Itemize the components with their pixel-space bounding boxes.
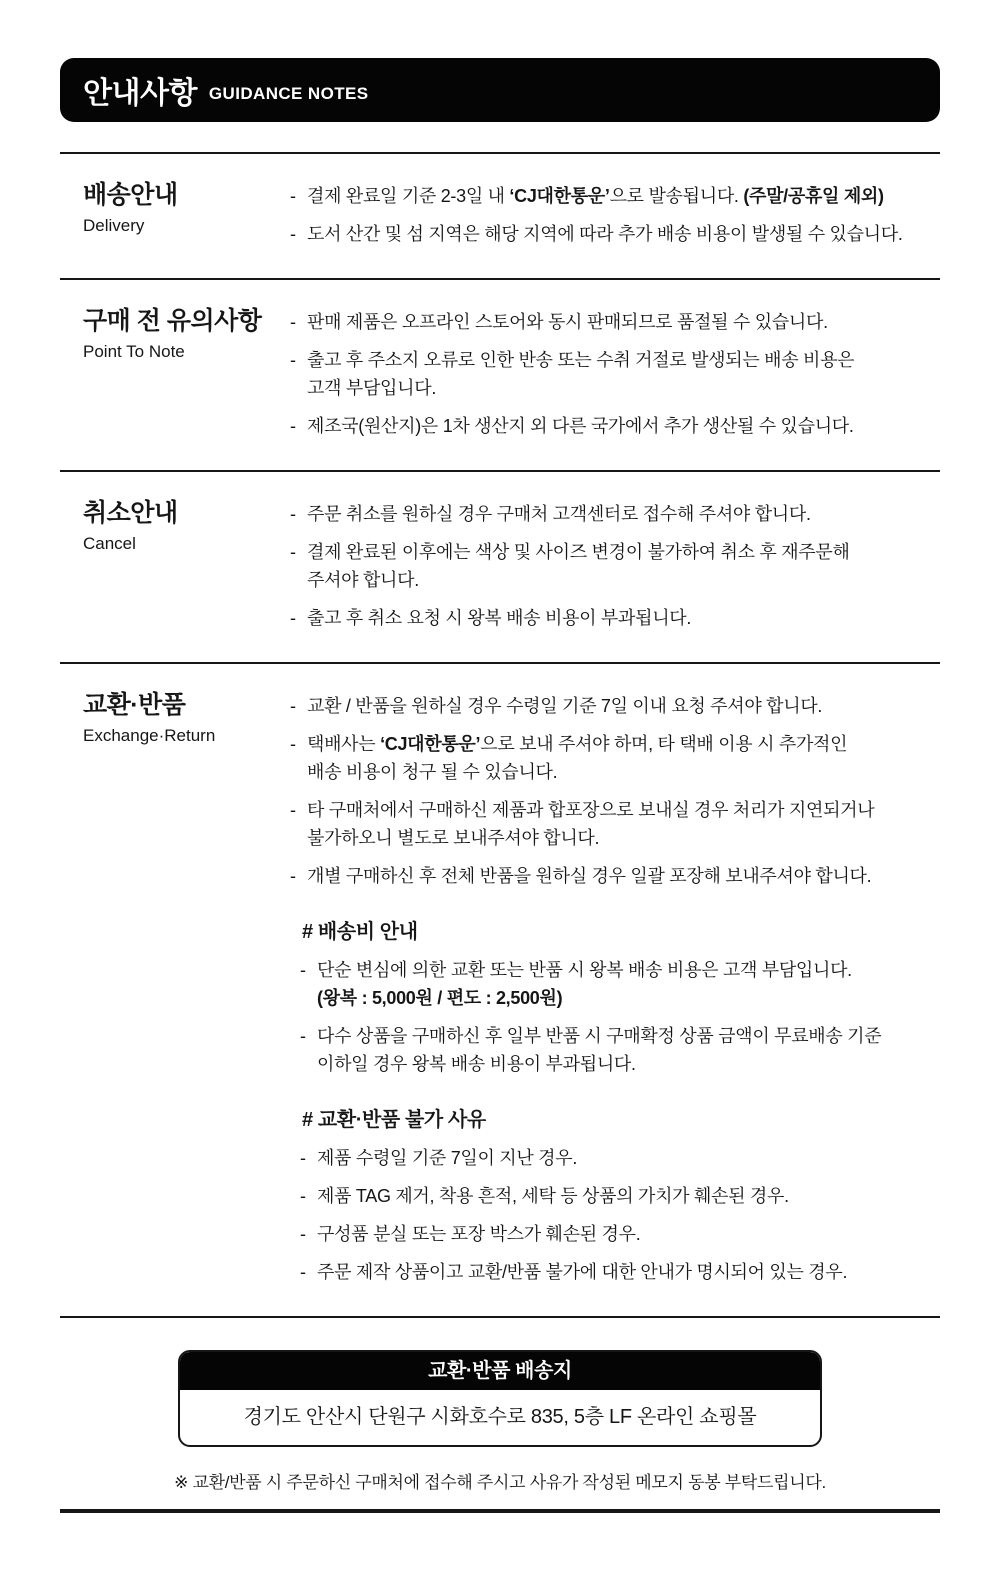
bullet-text	[307, 220, 940, 248]
bullet-segment: ‘CJ대한통운’	[509, 186, 610, 206]
section-title: 구매 전 유의사항	[83, 307, 262, 335]
bullet-segment: 개별 구매하신 후 전체 반품을 원하실 경우 일괄 포장해 보내주셔야 합니다.	[307, 866, 872, 886]
bullet-line	[317, 984, 940, 1012]
bullet-line	[307, 824, 940, 852]
bullet-segment: 교환 / 반품을 원하실 경우 수령일 기준 7일 이내 요청 주셔야 합니다.	[307, 696, 823, 716]
bullet-segment: 배송 비용이 청구 될 수 있습니다.	[307, 762, 558, 782]
bullet-dash: -	[300, 1224, 306, 1244]
sub-heading: # 배송비 안내	[302, 921, 418, 943]
bullet-dash: -	[290, 224, 296, 244]
bullet-text	[307, 796, 940, 852]
bullet-dash: -	[290, 312, 296, 332]
section-cancel-header	[60, 499, 290, 632]
bullet-text	[317, 1220, 940, 1248]
bullet-line	[307, 796, 940, 824]
bullet-line	[317, 1220, 940, 1248]
bullet-dash: -	[290, 186, 296, 206]
bullet-text	[307, 604, 940, 632]
bullet-text	[317, 1022, 940, 1078]
section-delivery-content	[290, 181, 940, 248]
bullet-item	[290, 412, 940, 440]
bullet-line	[307, 308, 940, 336]
bullet-line	[317, 1182, 940, 1210]
section-delivery-header	[60, 181, 290, 248]
section-cancel-content	[290, 499, 940, 632]
bullet-dash: -	[300, 1148, 306, 1168]
bullet-segment: (왕복 : 5,000원 / 편도 : 2,500원)	[317, 988, 563, 1008]
bullet-line	[307, 538, 940, 566]
bullet-segment: 불가하오니 별도로 보내주셔야 합니다.	[307, 828, 600, 848]
bullet-line	[307, 604, 940, 632]
bullet-text	[307, 182, 940, 210]
bullet-segment: ‘CJ대한통운’	[380, 734, 481, 754]
bullet-segment: 구성품 분실 또는 포장 박스가 훼손된 경우.	[317, 1224, 641, 1244]
bullet-line	[307, 346, 940, 374]
bullet-item	[300, 956, 940, 1012]
bullet-dash: -	[290, 696, 296, 716]
section-cancel	[60, 470, 940, 662]
sub-heading: # 교환·반품 불가 사유	[302, 1109, 486, 1131]
bullet-line	[307, 412, 940, 440]
bullet-item	[290, 182, 940, 210]
bullet-dash: -	[290, 734, 296, 754]
bullet-line	[307, 182, 940, 210]
bullet-text	[307, 308, 940, 336]
bullet-segment: 으로 발송됩니다.	[609, 186, 744, 206]
bullet-segment: 주문 취소를 원하실 경우 구매처 고객센터로 접수해 주셔야 합니다.	[307, 504, 811, 524]
bullet-segment: 타 구매처에서 구매하신 제품과 합포장으로 보내실 경우 처리가 지연되거나	[307, 800, 875, 820]
header-bar	[60, 58, 940, 122]
bullet-item	[290, 604, 940, 632]
bullet-segment: 주문 제작 상품이고 교환/반품 불가에 대한 안내가 명시되어 있는 경우.	[317, 1262, 848, 1282]
section-subtitle: Delivery	[83, 216, 145, 235]
bullet-dash: -	[300, 960, 306, 980]
section-point-to-note	[60, 278, 940, 470]
section-title: 교환·반품	[83, 691, 186, 719]
bullet-dash: -	[300, 1262, 306, 1282]
bullet-dash: -	[290, 866, 296, 886]
bullet-line	[307, 758, 940, 786]
bullet-line	[307, 730, 940, 758]
section-subtitle: Cancel	[83, 534, 136, 553]
bullet-line	[307, 220, 940, 248]
bullet-item	[300, 1182, 940, 1210]
bullet-item	[300, 1144, 940, 1172]
bullet-segment: 이하일 경우 왕복 배송 비용이 부과됩니다.	[317, 1054, 636, 1074]
bullet-dash: -	[300, 1026, 306, 1046]
bullet-text	[307, 538, 940, 594]
bullet-segment: 출고 후 주소지 오류로 인한 반송 또는 수취 거절로 발생되는 배송 비용은	[307, 350, 855, 370]
section-subtitle: Point To Note	[83, 342, 185, 361]
bullet-segment: 제품 TAG 제거, 착용 흔적, 세탁 등 상품의 가치가 훼손된 경우.	[317, 1186, 789, 1206]
bullet-line	[307, 566, 940, 594]
sections-list	[60, 152, 940, 1316]
section-subtitle: Exchange·Return	[83, 726, 216, 745]
bullet-item	[290, 692, 940, 720]
bullet-text	[307, 862, 940, 890]
bullet-segment: 도서 산간 및 섬 지역은 해당 지역에 따라 추가 배송 비용이 발생될 수 있습니다.	[307, 224, 903, 244]
return-address: 경기도 안산시 단원구 시화호수로 835, 5층 LF 온라인 쇼핑몰	[243, 1406, 757, 1428]
bullet-text	[307, 346, 940, 402]
bullet-dash: -	[290, 608, 296, 628]
bullet-segment: 주셔야 합니다.	[307, 570, 419, 590]
bullet-text	[307, 730, 940, 786]
bullet-text	[317, 1258, 940, 1286]
bullet-item	[300, 1258, 940, 1286]
bullet-line	[317, 1050, 940, 1078]
section-title: 취소안내	[83, 499, 178, 527]
bullet-line	[307, 374, 940, 402]
bullet-segment: 다수 상품을 구매하신 후 일부 반품 시 구매확정 상품 금액이 무료배송 기준	[317, 1026, 882, 1046]
bullet-dash: -	[300, 1186, 306, 1206]
bottom-divider	[60, 1509, 940, 1513]
section-point-to-note-content	[290, 307, 940, 440]
return-address-box	[178, 1350, 822, 1447]
bullet-item	[290, 500, 940, 528]
section-exchange-return-header	[60, 691, 290, 1286]
footer	[60, 1316, 940, 1513]
bullet-segment: 제조국(원산지)은 1차 생산지 외 다른 국가에서 추가 생산될 수 있습니다.	[307, 416, 854, 436]
bullet-text	[317, 1182, 940, 1210]
section-exchange-return-content	[290, 691, 940, 1286]
bullet-dash: -	[290, 800, 296, 820]
bullet-item	[290, 862, 940, 890]
page-subtitle: GUIDANCE NOTES	[208, 83, 369, 103]
bullet-item	[290, 308, 940, 336]
bullet-item	[290, 730, 940, 786]
bullet-text	[317, 956, 940, 1012]
bullet-segment: 단순 변심에 의한 교환 또는 반품 시 왕복 배송 비용은 고객 부담입니다.	[317, 960, 852, 980]
footer-note: ※ 교환/반품 시 주문하신 구매처에 접수해 주시고 사유가 작성된 메모지 동봉 부탁드립니다.	[174, 1473, 826, 1492]
bullet-dash: -	[290, 504, 296, 524]
bullet-segment: 고객 부담입니다.	[307, 378, 437, 398]
bullet-line	[317, 1144, 940, 1172]
section-exchange-return	[60, 662, 940, 1316]
bullet-line	[317, 1022, 940, 1050]
bullet-segment: 으로 보내 주셔야 하며, 타 택배 이용 시 추가적인	[480, 734, 848, 754]
bullet-text	[307, 500, 940, 528]
bullet-segment: 결제 완료된 이후에는 색상 및 사이즈 변경이 불가하여 취소 후 재주문해	[307, 542, 850, 562]
bullet-dash: -	[290, 416, 296, 436]
bullet-segment: 제품 수령일 기준 7일이 지난 경우.	[317, 1148, 578, 1168]
bullet-item	[290, 796, 940, 852]
bullet-item	[290, 220, 940, 248]
section-delivery	[60, 152, 940, 278]
bullet-item	[290, 538, 940, 594]
bullet-text	[307, 692, 940, 720]
bullet-item	[290, 346, 940, 402]
section-title: 배송안내	[83, 181, 178, 209]
bullet-segment: 결제 완료일 기준 2-3일 내	[307, 186, 510, 206]
bullet-dash: -	[290, 350, 296, 370]
bullet-line	[317, 1258, 940, 1286]
bullet-line	[317, 956, 940, 984]
return-address-box-title: 교환·반품 배송지	[180, 1352, 820, 1390]
section-point-to-note-header	[60, 307, 290, 440]
bullet-text	[307, 412, 940, 440]
bullet-line	[307, 500, 940, 528]
bullet-item	[300, 1220, 940, 1248]
bullet-segment: (주말/공휴일 제외)	[743, 186, 884, 206]
bullet-line	[307, 692, 940, 720]
bullet-segment: 택배사는	[307, 734, 381, 754]
bullet-dash: -	[290, 542, 296, 562]
bullet-text	[317, 1144, 940, 1172]
bullet-item	[300, 1022, 940, 1078]
bullet-segment: 판매 제품은 오프라인 스토어와 동시 판매되므로 품절될 수 있습니다.	[307, 312, 828, 332]
page-title: 안내사항	[83, 77, 197, 110]
bullet-line	[307, 862, 940, 890]
bullet-segment: 출고 후 취소 요청 시 왕복 배송 비용이 부과됩니다.	[307, 608, 692, 628]
